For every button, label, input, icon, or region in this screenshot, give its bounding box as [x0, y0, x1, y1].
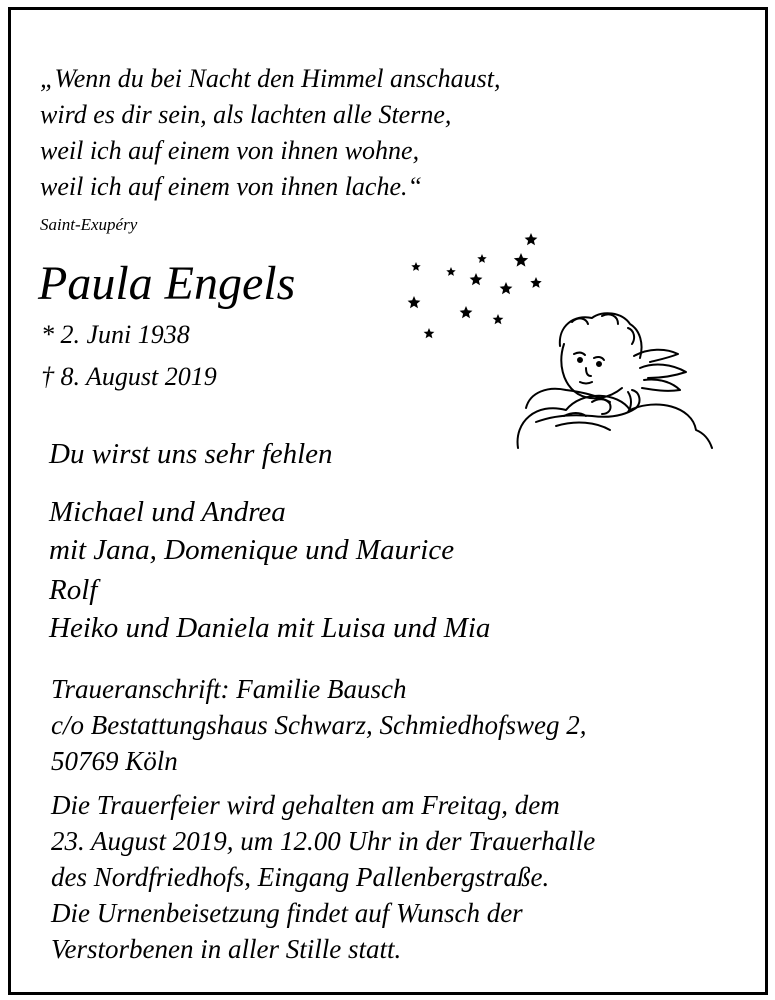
birth-date: * 2. Juni 1938 [41, 320, 190, 349]
ceremony-line-3: des Nordfriedhofs, Eingang Pallenbergstraße. [51, 862, 550, 892]
angel-figure [518, 313, 712, 448]
address-line-3: 50769 Köln [51, 746, 178, 776]
quote-line-3: weil ich auf einem von ihnen wohne, [40, 136, 420, 165]
ceremony-line-5: Verstorbenen in aller Stille statt. [51, 934, 402, 964]
death-date: † 8. August 2019 [41, 362, 217, 391]
angel-with-stars-icon [396, 226, 741, 451]
quote-author: Saint-Exupéry [40, 215, 138, 234]
quote-line-1: „Wenn du bei Nacht den Himmel anschaust, [40, 64, 501, 93]
obituary-card [8, 7, 768, 995]
stars-group [408, 233, 542, 338]
address-line-1: Traueranschrift: Familie Bausch [51, 674, 407, 704]
ceremony-line-2: 23. August 2019, um 12.00 Uhr in der Trauerhalle [51, 826, 596, 856]
ceremony-line-1: Die Trauerfeier wird gehalten am Freitag, dem [51, 790, 560, 820]
mourner-line-2: mit Jana, Domenique und Maurice [49, 534, 455, 566]
farewell-line: Du wirst uns sehr fehlen [49, 438, 333, 470]
ceremony-line-4: Die Urnenbeisetzung findet auf Wunsch der [51, 898, 523, 928]
mourner-line-4: Heiko und Daniela mit Luisa und Mia [49, 612, 491, 644]
quote-line-4: weil ich auf einem von ihnen lache.“ [40, 172, 422, 201]
deceased-name: Paula Engels [38, 257, 296, 310]
mourner-line-1: Michael und Andrea [49, 496, 286, 528]
quote-line-2: wird es dir sein, als lachten alle Sterne, [40, 100, 452, 129]
address-line-2: c/o Bestattungshaus Schwarz, Schmiedhofsweg 2, [51, 710, 587, 740]
mourner-line-3: Rolf [49, 574, 98, 606]
